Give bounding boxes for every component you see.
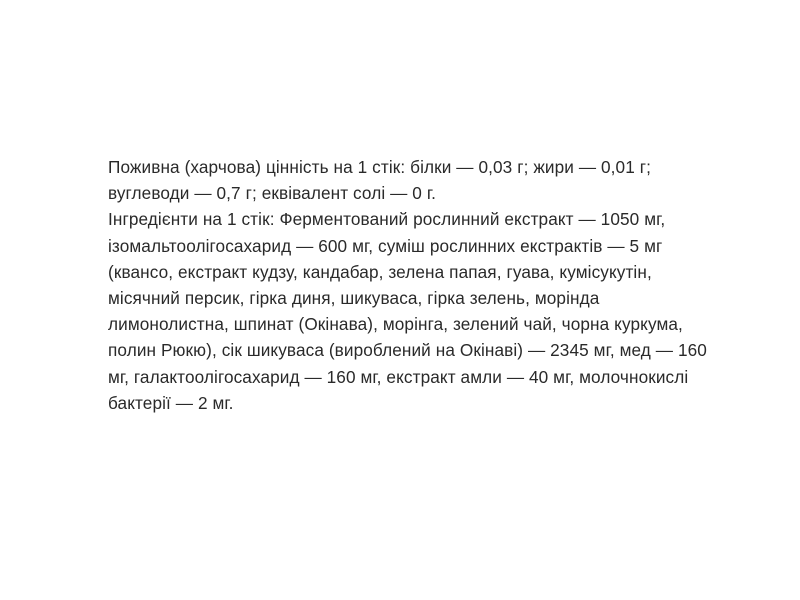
- nutrition-paragraph: Поживна (харчова) цінність на 1 стік: білки — 0,03 г; жири — 0,01 г; вуглеводи — 0,7 г; еквівалент солі — 0 г.: [108, 157, 651, 204]
- product-info-text: [108, 154, 708, 416]
- ingredients-paragraph: Інгредієнти на 1 стік: Ферментований рослинний екстракт — 1050 мг, ізомальтоолігосахарид — 600 мг, суміш рослинних екстрактів — 5 мг (квансо, екстракт кудзу, кандабар, зелена папая, гуава, кумісукутін, місячний персик, гірка диня, шикуваса, гірка зелень, моріндa лимонолистна, шпинат (Окінава), морінга, зелений чай, чорна куркума, полин Рюкю), сік шикуваса (вироблений на Окінаві) — 2345 мг, мед — 160 мг, галактоолігосахарид — 160 мг, екстракт амли — 40 мг, молочнокислі бактерії — 2 мг.: [108, 209, 707, 413]
